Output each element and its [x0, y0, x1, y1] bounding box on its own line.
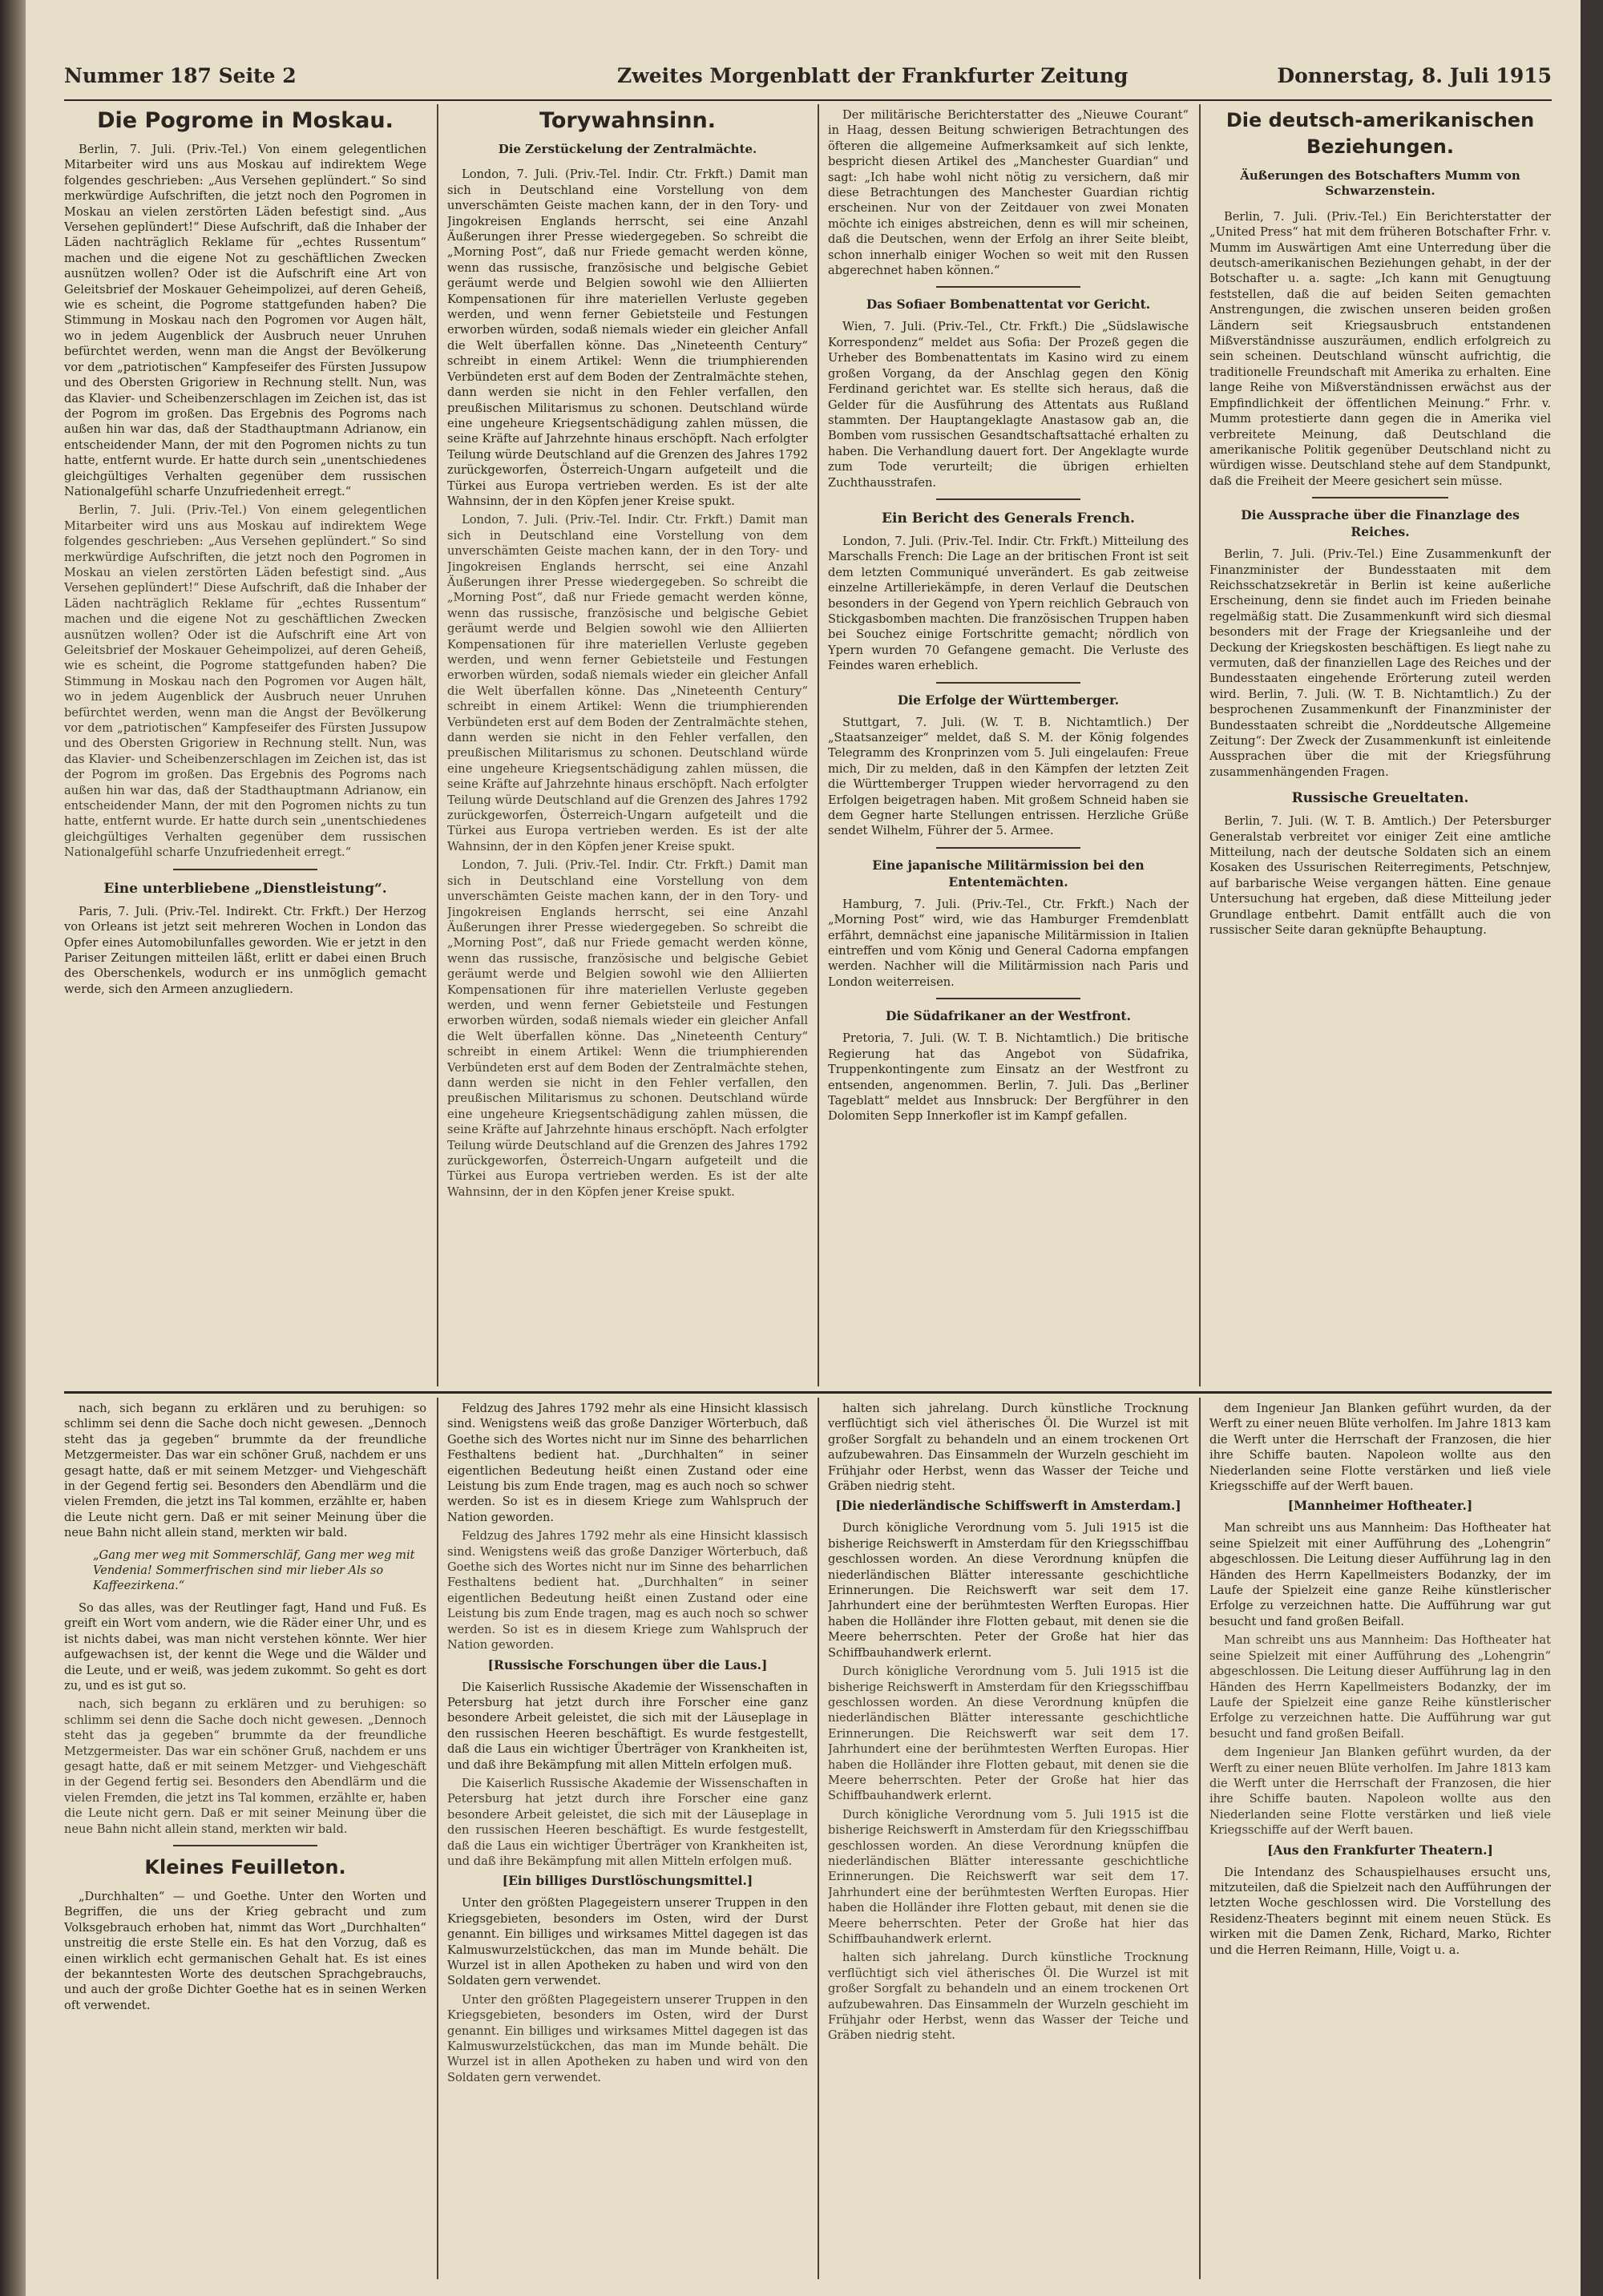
feuilleton-col4-text: dem Ingenieur Jan Blanken geführt wurden, da der Werft zu einer neuen Blüte verholfen. Im Jahre 1813 kam die Werft unter die Herrschaft der Franzosen, die hier ihre Schiffe bauten. Napoleon wollte aus den Niederlanden seine Flotte verstärken und ließ viele Kriegsschiffe auf der Werft bauen. [1209, 1402, 1551, 1494]
amerika-body: Berlin, 7. Juli. (Priv.-Tel.) Ein Berichterstatter der „United Press“ hat mit dem früheren Botschafter Frhr. v. Mumm im Auswärtigen Amt eine Unterredung über die deutsch-amerikanischen Beziehungen gehabt, in der der Botschafter u. a. sagte: „Ich kann mit Genugtuung feststellen, daß die auf beiden Seiten gemachten Anstrengungen, die zwischen unseren beiden großen Ländern seit Kriegsausbruch entstandenen Mißverständnisse auszuräumen, endlich erfolgreich zu sein scheinen. Deutschland wünscht aufrichtig, die traditionelle Freundschaft mit Amerika zu erhalten. Eine lange Reihe von Mißverständnissen erwächst aus der Empfindlichkeit der öffentlichen Meinung.“ Frhr. v. Mumm protestierte dann gegen die in Amerika viel verbreitete Meinung, daß Deutschland die amerikanische Politik gegenüber Deutschland nicht zu würdigen wisse. Deutschland stehe auf dem Standpunkt, daß die Freiheit der Meere gesichert sein müsse. [1209, 209, 1551, 488]
header-rule [64, 99, 1552, 101]
frankfurter-theater-body: Die Intendanz des Schauspielhauses ersucht uns, mitzuteilen, daß die Spielzeit nach den Aufführungen der letzten Woche geschlossen wird. Die Vorstellung des Residenz-Theaters beginnt mit einem neuen Stück. Es wirken mit die Damen Zenk, Richard, Marko, Richter und die Herren Reimann, Hille, Voigt u. a. [1209, 1865, 1551, 1957]
column-rule [818, 1398, 819, 2279]
feuilleton-col-1 [64, 1401, 426, 2282]
hoftheater-body-cont: Man schreibt uns aus Mannheim: Das Hoftheater hat seine Spielzeit mit einer Aufführung des „Lohengrin“ abgeschlossen. Die Leitung dieser Aufführung lag in den Händen des Herrn Kapellmeisters Bodanzky, der im Laufe der Spielzeit eine ganze Reihe künstlerischer Erfolge zu verzeichnen hatte. Die Aufführung war gut besucht und fand großen Beifall. [1209, 1633, 1551, 1741]
wuerttemberg-body: Stuttgart, 7. Juli. (W. T. B. Nichtamtlich.) Der „Staatsanzeiger“ meldet, daß S. M. der König folgendes Telegramm des Kronprinzen vom 5. Juli eingelaufen: Freue mich, Dir zu melden, daß in den Kämpfen der letzten Zeit die Württemberger Truppen wieder hervorragend zu den Erfolgen beigetragen haben. Mit großem Schneid haben sie dem Gegner harte Stellungen entrissen. Herzliche Grüße sendet Wilhelm, Führer der 5. Armee. [828, 715, 1189, 838]
durst-body-cont: Unter den größten Plagegeistern unserer Truppen in den Kriegsgebieten, besonders im Osten, wird der Durst genannt. Ein billiges und wirksames Mittel dagegen ist das Kalmuswurzelstückchen, das man im Munde behält. Die Wurzel ist in allen Apotheken zu haben und wird von den Soldaten gern verwendet. [447, 1992, 808, 2084]
tory-body-cont2: London, 7. Juli. (Priv.-Tel. Indir. Ctr. Frkft.) Damit man sich in Deutschland eine Vorstellung von dem unverschämten Geiste machen kann, der in den Tory- und Jingokreisen Englands herrscht, sei eine Anzahl Äußerungen ihrer Presse wiedergegeben. So schreibt die „Morning Post“, daß nur Friede gemacht werden könne, wenn das russische, französische und belgische Gebiet geräumt werde und Belgien sowohl wie den Alliierten Kompensationen für ihre materiellen Verluste gegeben werden, und wenn ferner Gebietsteile und Festungen erworben würden, sodaß niemals wieder ein gleicher Anfall die Welt überfallen könne. Das „Nineteenth Century“ schreibt in einem Artikel: Wenn die triumphierenden Verbündeten erst auf dem Boden der Zentralmächte stehen, dann werden sie nicht in den Fehler verfallen, den preußischen Militarismus zu schonen. Deutschland würde eine ungeheure Kriegsentschädigung zahlen müssen, die seine Kräfte auf Jahrzehnte hinaus erschöpft. Nach erfolgter Teilung würde Deutschland auf die Grenzen des Jahres 1792 zurückgeworfen, Österreich-Ungarn aufgeteilt und die Türkei aus Europa vertrieben werden. Es ist der alte Wahnsinn, der in den Köpfen jener Kreise spukt. [447, 858, 808, 1199]
schiffswerft-body: Durch königliche Verordnung vom 5. Juli 1915 ist die bisherige Reichswerft in Amsterdam für den Kriegsschiffbau geschlossen worden. An diese Verordnung knüpfen die niederländischen Blätter interessante geschichtliche Erinnerungen. Die Reichswerft war seit dem 17. Jahrhundert eine der berühmtesten Werften Europas. Hier haben die Holländer ihre Flotten gebaut, mit denen sie die Meere beherrschten. Peter der Große hat hier das Schiffbauhandwerk erlernt. [828, 1521, 1189, 1660]
suedafrika-title: Die Südafrikaner an der Westfront. [886, 1008, 1131, 1024]
schiffswerft-body-cont3: halten sich jahrelang. Durch künstliche Trocknung verflüchtigt sich viel ätherisches Öl. Die Wurzel ist mit großer Sorgfalt zu behandeln und an einem trockenen Ort aufzubewahren. Das Einsammeln der Wurzeln geschieht im Frühjahr oder Herbst, wenn das Wasser der Teiche und Gräben niedrig steht. [828, 1951, 1189, 2043]
tory-title: Torywahnsinn. [539, 108, 716, 133]
sofia-body: Wien, 7. Juli. (Priv.-Tel., Ctr. Frkft.) Die „Südslawische Korrespondenz“ meldet aus Sofia: Der Prozeß gegen die Urheber des Bombenattentats im Kasino wird zu einem großen Vorgang, da der Anschlag gegen den König Ferdinand gerichtet war. Es stellte sich heraus, daß die Gelder für die Ausführung des Attentats aus Rußland stammten. Der Hauptangeklagte Anastasow gab an, die Bomben vom russischen Gesandtschaftsattaché erhalten zu haben. Die Verhandlung dauert fort. Der Angeklagte wurde zum Tode verurteilt; die übrigen erhielten Zuchthausstrafen. [828, 320, 1189, 490]
column-rule [1199, 104, 1201, 1386]
amerika-subtitle: Äußerungen des Botschafters Mumm von Schwarzenstein. [1240, 168, 1520, 199]
feuilleton-col2-text-2: Feldzug des Jahres 1792 mehr als eine Hinsicht klassisch sind. Wenigstens weiß das große Danziger Wörterbuch, daß Goethe sich des Wortes nicht nur im Sinne des beharrlichen Festhaltens bedient hat. „Durchhalten“ in seiner eigentlichen Bedeutung heißt einen Zustand oder eine Leistung bis zum Ende tragen, mag es auch noch so schwer werden. So ist es in diesem Kriege zum Wahlspruch der Nation geworden. [447, 1529, 808, 1652]
article-divider [173, 869, 318, 870]
hoftheater-title: [Mannheimer Hoftheater.] [1287, 1498, 1473, 1514]
feuilleton-text: nach, sich begann zu erklären und zu beruhigen: so schlimm sei denn die Sache doch nicht gewesen. „Dennoch steht das ja gegeben“ brummte da der freundliche Metzgermeister. Das war ein schöner Gruß, nachdem er uns gesagt hatte, daß er mit seinem Metzger- und Viehgeschäft in der Gegend fertig sei. Besonders den Abendlärm und die vielen Fremden, die jetzt ins Tal kommen, erzählte er, haben die Leute nicht gern. Daß er mit seiner Meinung über die neue Bahn nicht allein stand, merkten wir bald. [64, 1402, 426, 1540]
feuilleton-col2-text: Feldzug des Jahres 1792 mehr als eine Hinsicht klassisch sind. Wenigstens weiß das große Danziger Wörterbuch, daß Goethe sich des Wortes nicht nur im Sinne des beharrlichen Festhaltens bedient hat. „Durchhalten“ in seiner eigentlichen Bedeutung heißt einen Zustand oder eine Leistung bis zum Ende tragen, mag es auch noch so schwer werden. So ist es in diesem Kriege zum Wahlspruch der Nation geworden. [447, 1402, 808, 1524]
article-divider [936, 286, 1080, 288]
article-divider [936, 847, 1080, 849]
feuilleton-text-3: nach, sich begann zu erklären und zu beruhigen: so schlimm sei denn die Sache doch nicht gewesen. „Dennoch steht das ja gegeben“ brummte da der freundliche Metzgermeister. Das war ein schöner Gruß, nachdem er uns gesagt hatte, daß er mit seinem Metzger- und Viehgeschäft in der Gegend fertig sei. Besonders den Abendlärm und die vielen Fremden, die jetzt ins Tal kommen, erzählte er, haben die Leute nicht gern. Daß er mit seiner Meinung über die neue Bahn nicht allein stand, merkten wir bald. [64, 1697, 426, 1836]
kleines-feuilleton-body: „Durchhalten“ — und Goethe. Unter den Worten und Begriffen, die uns der Krieg gebracht und zum Volksgebrauch erhoben hat, nimmt das Wort „Durchhalten“ unstreitig die erste Stelle ein. Es hat den Vorzug, daß es einen wirklich echt germanischen Gehalt hat. Es ist eines der bekanntesten Worte des deutschen Sprachgebrauchs, und auch der große Dichter Goethe hat es in seinen Werken oft verwendet. [64, 1889, 426, 2012]
column-pogrome [64, 107, 426, 1386]
suedafrika-body: Pretoria, 7. Juli. (W. T. B. Nichtamtlich.) Die britische Regierung hat das Angebot von Südafrika, Truppenkontingente zum Einsatz an der Westfront zu entsenden, angenommen. Berlin, 7. Juli. Das „Berliner Tageblatt“ meldet aus Innsbruck: Der Bergführer in den Dolomiten Sepp Innerkofler ist im Kampf gefallen. [828, 1031, 1189, 1124]
french-title: Ein Bericht des Generals French. [882, 510, 1135, 527]
tory-body-cont: London, 7. Juli. (Priv.-Tel. Indir. Ctr. Frkft.) Damit man sich in Deutschland eine Vorstellung von dem unverschämten Geiste machen kann, der in den Tory- und Jingokreisen Englands herrscht, sei eine Anzahl Äußerungen ihrer Presse wiedergegeben. So schreibt die „Morning Post“, daß nur Friede gemacht werden könne, wenn das russische, französische und belgische Gebiet geräumt werde und Belgien sowohl wie den Alliierten Kompensationen für ihre materiellen Verluste gegeben werden, und wenn ferner Gebietsteile und Festungen erworben würden, sodaß niemals wieder ein gleicher Anfall die Welt überfallen könne. Das „Nineteenth Century“ schreibt in einem Artikel: Wenn die triumphierenden Verbündeten erst auf dem Boden der Zentralmächte stehen, dann werden sie nicht in den Fehler verfallen, den preußischen Militarismus zu schonen. Deutschland würde eine ungeheure Kriegsentschädigung zahlen müssen, die seine Kräfte auf Jahrzehnte hinaus erschöpft. Nach erfolgter Teilung würde Deutschland auf die Grenzen des Jahres 1792 zurückgeworfen, Österreich-Ungarn aufgeteilt und die Türkei aus Europa vertrieben werden. Es ist der alte Wahnsinn, der in den Köpfen jener Kreise spukt. [447, 513, 808, 853]
hoftheater-body-cont2: dem Ingenieur Jan Blanken geführt wurden, da der Werft zu einer neuen Blüte verholfen. Im Jahre 1813 kam die Werft unter die Herrschaft der Franzosen, die hier ihre Schiffe bauten. Napoleon wollte aus den Niederlanden seine Flotte verstärken und ließ viele Kriegsschiffe auf der Werft bauen. [1209, 1745, 1551, 1838]
column-rule [437, 1398, 438, 2279]
amerika-title: Die deutsch-amerikanischen Beziehungen. [1225, 109, 1535, 158]
schiffswerft-body-cont: Durch königliche Verordnung vom 5. Juli 1915 ist die bisherige Reichswerft in Amsterdam für den Kriegsschiffbau geschlossen worden. An diese Verordnung knüpfen die niederländischen Blätter interessante geschichtliche Erinnerungen. Die Reichswerft war seit dem 17. Jahrhundert eine der berühmtesten Werften Europas. Hier haben die Holländer ihre Flotten gebaut, mit denen sie die Meere beherrschten. Peter der Große hat hier das Schiffbauhandwerk erlernt. [828, 1664, 1189, 1803]
finanz-title: Die Aussprache über die Finanzlage des Reiches. [1241, 507, 1520, 540]
newspaper-page [26, 0, 1581, 2296]
header-date: Donnerstag, 8. Juli 1915 [1277, 64, 1552, 87]
laus-body-cont: Die Kaiserlich Russische Akademie der Wissenschaften in Petersburg hat jetzt durch ihre Forscher eine ganz besondere Arbeit geleistet, die sich mit der Läuseplage in den russischen Heeren beschäftigt. Es wurde festgestellt, daß die Laus ein wichtiger Überträger von Krankheiten ist, und daß ihre Bekämpfung mit allen Mitteln erfolgen muß. [447, 1776, 808, 1868]
feuilleton-rule [64, 1391, 1552, 1394]
pogrome-body-cont: Berlin, 7. Juli. (Priv.-Tel.) Von einem gelegentlichen Mitarbeiter wird uns aus Moskau auf indirektem Wege folgendes geschrieben: „Aus Versehen geplündert.“ So sind merkwürdige Aufschriften, die jetzt noch den Pogromen in Moskau an vielen zerstörten Läden befestigt sind. „Aus Versehen geplündert!“ Diese Aufschrift, daß die Inhaber der Läden nachträglich Reklame für „echtes Russentum“ machen und die eigene Not zu geschäftlichen Zwecken ausnützen wollen? Oder ist die Aufschrift eine Art von Geleitsbrief der Moskauer Geheimpolizei, auf deren Geheiß, wie es scheint, die Pogrome stattgefunden haben? Die Stimmung in Moskau nach den Pogromen vor Augen hält, wo in jedem Augenblick der Ausbruch neuer Unruhen befürchtet werden, wenn man die Angst der Bevölkerung vor dem „patriotischen“ Kampfeseifer des Fürsten Jussupow und des Obersten Grigoriew in Rechnung stellt. Nun, was das Klavier- und Scheibenzerschlagen im Zeichen ist, das ist der Pogrom im großen. Das Ergebnis des Pogroms nach außen hin war das, daß der Stadthauptmann Adrianow, ein entscheidender Mann, der mit den Pogromen nichts zu tun hatte, entfernt wurde. Er hatte durch sein „unentschiedenes gleichgültiges Verhalten gegenüber dem russischen Nationalgefühl scharfe Unzufriedenheit erregt.“ [64, 503, 426, 860]
durst-title: [Ein billiges Durstlöschungsmittel.] [502, 1873, 753, 1889]
column-rule [437, 104, 438, 1386]
header-masthead: Zweites Morgenblatt der Frankfurter Zeitung [617, 64, 1129, 87]
book-gutter [0, 0, 26, 2296]
durst-body: Unter den größten Plagegeistern unserer Truppen in den Kriegsgebieten, besonders im Osten, wird der Durst genannt. Ein billiges und wirksames Mittel dagegen ist das Kalmuswurzelstückchen, das man im Munde behält. Die Wurzel ist in allen Apotheken zu haben und wird von den Soldaten gern verwendet. [447, 1896, 808, 1988]
pogrome-body: Berlin, 7. Juli. (Priv.-Tel.) Von einem gelegentlichen Mitarbeiter wird uns aus Moskau auf indirektem Wege folgendes geschrieben: „Aus Versehen geplündert.“ So sind merkwürdige Aufschriften, die jetzt noch den Pogromen in Moskau an vielen zerstörten Läden befestigt sind. „Aus Versehen geplündert!“ Diese Aufschrift, daß die Inhaber der Läden nachträglich Reklame für „echtes Russentum“ machen und die eigene Not zu geschäftlichen Zwecken ausnützen wollen? Oder ist die Aufschrift eine Art von Geleitsbrief der Moskauer Geheimpolizei, auf deren Geheiß, wie es scheint, die Pogrome stattgefunden haben? Die Stimmung in Moskau nach den Pogromen vor Augen hält, wo in jedem Augenblick der Ausbruch neuer Unruhen befürchtet werden, wenn man die Angst der Bevölkerung vor dem „patriotischen“ Kampfeseifer des Fürsten Jussupow und des Obersten Grigoriew in Rechnung stellt. Nun, was das Klavier- und Scheibenzerschlagen im Zeichen ist, das ist der Pogrom im großen. Das Ergebnis des Pogroms nach außen hin war das, daß der Stadthauptmann Adrianow, ein entscheidender Mann, der mit den Pogromen nichts zu tun hatte, entfernt wurde. Er hatte durch sein „unentschiedenes gleichgültiges Verhalten gegenüber dem russischen Nationalgefühl scharfe Unzufriedenheit erregt.“ [64, 143, 426, 498]
dienstleistung-body: Paris, 7. Juli. (Priv.-Tel. Indirekt. Ctr. Frkft.) Der Herzog von Orleans ist jetzt seit mehreren Wochen in London das Opfer eines Automobilunfalles geworden. Wie er jetzt in den Pariser Zeitungen mitteilen läßt, erlitt er dabei einen Bruch des Oberschenkels, wodurch er ins unmöglich gemacht werde, sich den Armeen anzugliedern. [64, 904, 426, 996]
finanz-body: Berlin, 7. Juli. (Priv.-Tel.) Eine Zusammenkunft der Finanzminister der Bundesstaaten mit dem Reichsschatzsekretär in Berlin ist keine außerliche Erscheinung, denn sie findet auch im Frieden beinahe regelmäßig statt. Die Zusammenkunft wird sich diesmal besonders mit der Frage der Kriegsanleihe und der Deckung der Kriegskosten beschäftigen. Es liegt nahe zu vermuten, daß der finanziellen Lage des Reiches und der Bundesstaaten eingehende Erörterung zuteil werden wird. Berlin, 7. Juli. (W. T. B. Nichtamtlich.) Zu der besprochenen Zusammenkunft der Finanzminister der Bundesstaaten schreibt die „Norddeutsche Allgemeine Zeitung“: Der Zweck der Zusammenkunft ist einleitende Aussprachen über die mit der Kriegsführung zusammenhängenden Fragen. [1209, 547, 1551, 779]
column-rule [1199, 1398, 1201, 2279]
schiffswerft-body-cont2: Durch königliche Verordnung vom 5. Juli 1915 ist die bisherige Reichswerft in Amsterdam für den Kriegsschiffbau geschlossen worden. An diese Verordnung knüpfen die niederländischen Blätter interessante geschichtliche Erinnerungen. Die Reichswerft war seit dem 17. Jahrhundert eine der berühmtesten Werften Europas. Hier haben die Holländer ihre Flotten gebaut, mit denen sie die Meere beherrschten. Peter der Große hat hier das Schiffbauhandwerk erlernt. [828, 1807, 1189, 1946]
article-divider [1312, 497, 1448, 498]
frankfurter-theater-title: [Aus den Frankfurter Theatern.] [1267, 1842, 1493, 1858]
greuel-title: Russische Greueltaten. [1291, 790, 1469, 807]
militaer-body: Der militärische Berichterstatter des „Nieuwe Courant“ in Haag, dessen Beitung schwierigen Betrachtungen des öfteren die allgemeine Aufmerksamkeit auf sich lenkte, bespricht diesen Artikel des „Manchester Guardian“ und sagt: „Ich habe wohl nicht nötig zu versichern, daß mir diese Betrachtungen des Manchester Guardian richtig erscheinen. Nur von der Zeitdauer von zwei Monaten möchte ich einiges abstreichen, denn es will mir scheinen, daß die Deutschen, wenn der Erfolg an ihrer Seite bleibt, schon innerhalb einiger Wochen so weit mit den Russen abgerechnet haben können.“ [828, 108, 1189, 278]
sofia-title: Das Sofiaer Bombenattentat vor Gericht. [866, 297, 1151, 313]
header-issue: Nummer 187 Seite 2 [64, 64, 297, 87]
laus-body: Die Kaiserlich Russische Akademie der Wissenschaften in Petersburg hat jetzt durch ihre Forscher eine ganz besondere Arbeit geleistet, die sich mit der Läuseplage in den russischen Heeren beschäftigt. Es wurde festgestellt, daß die Laus ein wichtiger Überträger von Krankheiten ist, und daß ihre Bekämpfung mit allen Mitteln erfolgen muß. [447, 1680, 808, 1772]
feuilleton-col-3 [828, 1401, 1189, 2282]
column-war-news [828, 107, 1189, 1386]
column-tory [447, 107, 808, 1386]
schiffswerft-title: [Die niederländische Schiffswerft in Amsterdam.] [835, 1498, 1181, 1514]
feuilleton-verse: „Gang mer weg mit Sommerschläf, Gang mer weg mit Vendenia! Sommerfrischen sind mir lieber Als so Kaffeezirkena.“ [93, 1547, 415, 1593]
pogrome-title: Die Pogrome in Moskau. [97, 108, 394, 133]
tory-body: London, 7. Juli. (Priv.-Tel. Indir. Ctr. Frkft.) Damit man sich in Deutschland eine Vorstellung von dem unverschämten Geiste machen kann, der in den Tory- und Jingokreisen Englands herrscht, sei eine Anzahl Äußerungen ihrer Presse wiedergegeben. So schreibt die „Morning Post“, daß nur Friede gemacht werden könne, wenn das russische, französische und belgische Gebiet geräumt werde und Belgien sowohl wie den Alliierten Kompensationen für ihre materiellen Verluste gegeben werden, und wenn ferner Gebietsteile und Festungen erworben würden, sodaß niemals wieder ein gleicher Anfall die Welt überfallen könne. Das „Nineteenth Century“ schreibt in einem Artikel: Wenn die triumphierenden Verbündeten erst auf dem Boden der Zentralmächte stehen, dann werden sie nicht in den Fehler verfallen, den preußischen Militarismus zu schonen. Deutschland würde eine ungeheure Kriegsentschädigung zahlen müssen, die seine Kräfte auf Jahrzehnte hinaus erschöpft. Nach erfolgter Teilung würde Deutschland auf die Grenzen des Jahres 1792 zurückgeworfen, Österreich-Ungarn aufgeteilt und die Türkei aus Europa vertrieben werden. Es ist der alte Wahnsinn, der in den Köpfen jener Kreise spukt. [447, 167, 808, 508]
tory-subtitle: Die Zerstückelung der Zentralmächte. [498, 142, 757, 156]
japan-title: Eine japanische Militärmission bei den Ententemächten. [872, 857, 1145, 890]
hoftheater-body: Man schreibt uns aus Mannheim: Das Hoftheater hat seine Spielzeit mit einer Aufführung des „Lohengrin“ abgeschlossen. Die Leitung dieser Aufführung lag in den Händen des Herrn Kapellmeisters Bodanzky, der im Laufe der Spielzeit eine ganze Reihe künstlerischer Erfolge zu verzeichnen hatte. Die Aufführung war gut besucht und fand großen Beifall. [1209, 1521, 1551, 1628]
kleines-feuilleton-title: Kleines Feuilleton. [144, 1855, 346, 1878]
greuel-body: Berlin, 7. Juli. (W. T. B. Amtlich.) Der Petersburger Generalstab verbreitet vor einiger Zeit eine amtliche Mitteilung, nach der deutsche Soldaten sich an einem Kosaken des Ussurischen Reiterregiments, Petschnjew, auf barbarische Weise vergangen hätten. Eine genaue Untersuchung hat ergeben, daß diese Mitteilung jeder Grundlage entbehrt. Damit entfällt auch die von russischer Seite daran geknüpfte Behauptung. [1209, 814, 1551, 938]
feuilleton-col3-text: halten sich jahrelang. Durch künstliche Trocknung verflüchtigt sich viel ätherisches Öl. Die Wurzel ist mit großer Sorgfalt zu behandeln und an einem trockenen Ort aufzubewahren. Das Einsammeln der Wurzeln geschieht im Frühjahr oder Herbst, wenn das Wasser der Teiche und Gräben niedrig steht. [828, 1402, 1189, 1494]
article-divider [936, 998, 1080, 999]
feuilleton-col-2 [447, 1401, 808, 2282]
feuilleton-text-2: So das alles, was der Reutlinger fagt, Hand und Fuß. Es greift ein Wort vom andern, wie die Räder einer Uhr, und es ist nichts dabei, was man nicht verstehen könnte. Wer hier aufgewachsen ist, der kennt die Wege und die Wälder und die Leute, und er weiß, was jedem zukommt. So geht es dort zu, und es ist gut so. [64, 1600, 426, 1693]
feuilleton-col-4 [1209, 1401, 1551, 2282]
french-body: London, 7. Juli. (Priv.-Tel. Indir. Ctr. Frkft.) Mitteilung des Marschalls French: Die Lage an der britischen Front ist seit dem letzten Communiqué unverändert. Es gab zeitweise einzelne Artilleriekämpfe, in deren Verlauf die Deutschen besonders in der Gegend von Ypern reichlich Gebrauch von Stickgasbomben machten. Die französischen Truppen haben bei Souchez einige Fortschritte gemacht; nördlich von Ypern wurden 70 Gefangene gemacht. Die Verluste des Feindes waren erheblich. [828, 534, 1189, 673]
page-header [64, 64, 1552, 96]
article-divider [936, 498, 1080, 500]
article-divider [936, 682, 1080, 684]
japan-body: Hamburg, 7. Juli. (Priv.-Tel., Ctr. Frkft.) Nach der „Morning Post“ wird, wie das Hamburger Fremdenblatt erfährt, demnächst eine japanische Militärmission in Italien eintreffen und vom König und General Cadorna empfangen werden. Nachher will die Militärmission nach Paris und London weiterreisen. [828, 897, 1189, 989]
dienstleistung-title: Eine unterbliebene „Dienstleistung“. [103, 880, 387, 897]
column-rule [818, 104, 819, 1386]
column-amerika [1209, 107, 1551, 1386]
wuerttemberg-title: Die Erfolge der Württemberger. [897, 692, 1120, 708]
article-divider [173, 1845, 318, 1846]
laus-title: [Russische Forschungen über die Laus.] [487, 1656, 768, 1673]
